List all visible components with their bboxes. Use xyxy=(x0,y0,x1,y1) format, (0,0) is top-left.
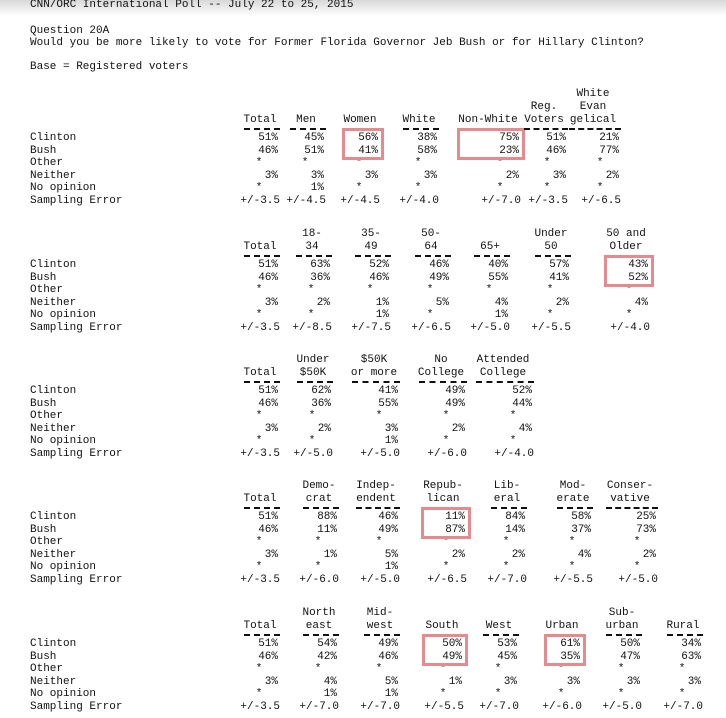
base-label: Base = Registered voters xyxy=(30,61,189,73)
column-header: 50 and xyxy=(606,228,646,240)
table-cell: 2% xyxy=(642,548,656,561)
table-cell: 49% xyxy=(445,385,465,397)
table-cell: +/-5.5 xyxy=(553,574,593,586)
highlight-box xyxy=(421,507,471,539)
column-header: Voters xyxy=(524,114,564,126)
table-cell: 77% xyxy=(599,144,619,157)
table-cell: * xyxy=(255,688,263,701)
table-cell: 54% xyxy=(317,638,337,650)
table-cell: +/-7.5 xyxy=(351,322,391,334)
table-cell: 41% xyxy=(358,144,378,157)
row-label-clinton: Clinton xyxy=(30,259,77,271)
table-cell: * xyxy=(255,663,263,676)
table-cell: * xyxy=(307,284,315,297)
table-cell: 4% xyxy=(577,548,591,561)
table-cell: 4% xyxy=(323,675,337,688)
table-cell: +/-4.5 xyxy=(286,195,326,207)
table-cell: +/-3.5 xyxy=(240,701,280,713)
column-header: 50- xyxy=(421,228,441,240)
table-cell: 4% xyxy=(518,422,532,435)
table-cell: 1% xyxy=(448,675,462,688)
table-cell: 3% xyxy=(687,675,701,688)
table-cell: * xyxy=(557,663,565,676)
table-cell: 1% xyxy=(375,309,389,322)
column-header: Total xyxy=(243,367,277,379)
table-cell: +/-5.5 xyxy=(531,322,571,334)
row-label-bush: Bush xyxy=(30,397,57,410)
table-cell: 3% xyxy=(552,169,566,182)
table-cell: * xyxy=(439,688,447,701)
table-cell: 1% xyxy=(384,435,398,448)
table-cell: * xyxy=(496,157,504,170)
table-cell: * xyxy=(314,536,322,549)
row-label-clinton: Clinton xyxy=(30,638,77,650)
column-header: urban xyxy=(605,620,639,632)
table-cell: 34% xyxy=(681,638,701,650)
table-cell: 3% xyxy=(384,422,398,435)
table-cell: * xyxy=(375,663,383,676)
table-cell: 50% xyxy=(442,638,462,650)
column-header: vative xyxy=(610,493,650,505)
table-cell: 37% xyxy=(571,523,591,536)
table-cell: * xyxy=(375,536,383,549)
row-label-sampling-error: Sampling Error xyxy=(30,322,123,334)
row-label-sampling-error: Sampling Error xyxy=(30,448,123,460)
column-header: Reg. xyxy=(530,101,558,113)
table-cell: 87% xyxy=(445,523,465,536)
table-cell: +/-6.5 xyxy=(411,322,451,334)
table-cell: 49% xyxy=(442,650,462,663)
table-cell: 51% xyxy=(546,132,566,144)
poll-title: CNN/ORC International Poll -- July 22 to 25, 2015 xyxy=(30,0,354,11)
row-label-neither: Neither xyxy=(30,548,77,561)
table-cell: +/-3.5 xyxy=(240,574,280,586)
table-cell: 41% xyxy=(549,271,569,284)
column-header: crat xyxy=(305,493,333,505)
table-cell: +/-3.5 xyxy=(240,322,280,334)
column-header: No xyxy=(434,354,448,366)
column-header: Women xyxy=(343,114,377,126)
column-header: Total xyxy=(243,493,277,505)
table-cell: +/-4.5 xyxy=(340,195,380,207)
table-cell: * xyxy=(355,182,363,195)
column-header: eral xyxy=(493,493,521,505)
row-label-neither: Neither xyxy=(30,675,77,688)
row-label-other: Other xyxy=(30,663,64,676)
table-cell: * xyxy=(509,410,517,423)
table-cell: * xyxy=(255,435,263,448)
column-header: Evan xyxy=(579,101,607,113)
column-header: $50K xyxy=(299,367,327,379)
table-cell: 45% xyxy=(497,650,517,663)
table-cell: +/-5.0 xyxy=(360,448,400,460)
table-cell: 42% xyxy=(317,650,337,663)
table-cell: 49% xyxy=(429,271,449,284)
row-label-neither: Neither xyxy=(30,296,77,309)
table-cell: 46% xyxy=(369,271,389,284)
table-cell: +/-3.5 xyxy=(240,195,280,207)
table-cell: 3% xyxy=(503,675,517,688)
table-cell: 3% xyxy=(566,675,580,688)
table-cell: 46% xyxy=(258,144,278,157)
table-cell: 63% xyxy=(310,259,330,271)
table-cell: 58% xyxy=(571,511,591,523)
row-label-no-opinion: No opinion xyxy=(30,182,97,195)
column-header: 49 xyxy=(364,241,378,253)
table-cell: 62% xyxy=(311,385,331,397)
table-cell: +/-4.0 xyxy=(610,322,650,334)
row-label-bush: Bush xyxy=(30,271,57,284)
column-header: Lib- xyxy=(493,480,521,492)
column-header: west xyxy=(366,620,394,632)
table-cell: +/-6.0 xyxy=(542,701,582,713)
highlight-box xyxy=(457,128,525,160)
table-cell: +/-7.0 xyxy=(663,701,703,713)
table-cell: 11% xyxy=(445,511,465,523)
table-cell: * xyxy=(568,561,576,574)
column-header: Mod- xyxy=(559,480,587,492)
row-label-clinton: Clinton xyxy=(30,132,77,144)
table-cell: 49% xyxy=(378,523,398,536)
table-cell: * xyxy=(678,663,686,676)
table-cell: 3% xyxy=(264,675,278,688)
table-cell: * xyxy=(617,663,625,676)
table-cell: * xyxy=(485,284,493,297)
column-header: Men xyxy=(296,114,316,126)
column-header: Conser- xyxy=(606,480,654,492)
column-header: White xyxy=(402,114,436,126)
highlight-box xyxy=(604,255,654,287)
table-cell: 23% xyxy=(499,144,519,157)
column-header: Non-White xyxy=(458,114,518,126)
table-cell: 53% xyxy=(497,638,517,650)
table-cell: * xyxy=(617,688,625,701)
column-header: 65+ xyxy=(480,241,500,253)
table-cell: 84% xyxy=(505,511,525,523)
table-cell: 46% xyxy=(258,271,278,284)
column-header: $50K xyxy=(360,354,388,366)
column-header: Total xyxy=(243,114,277,126)
table-cell: 5% xyxy=(384,548,398,561)
table-cell: 46% xyxy=(378,650,398,663)
table-cell: 3% xyxy=(364,169,378,182)
table-cell: * xyxy=(494,663,502,676)
table-cell: 50% xyxy=(620,638,640,650)
table-cell: 2% xyxy=(511,548,525,561)
table-cell: +/-5.0 xyxy=(618,574,658,586)
table-cell: * xyxy=(314,561,322,574)
table-cell: 1% xyxy=(375,296,389,309)
table-cell: * xyxy=(596,182,604,195)
table-cell: 47% xyxy=(620,650,640,663)
table-cell: * xyxy=(509,435,517,448)
table-cell: 4% xyxy=(634,296,648,309)
table-cell: 2% xyxy=(605,169,619,182)
table-cell: * xyxy=(255,284,263,297)
table-cell: 2% xyxy=(451,548,465,561)
column-header: 64 xyxy=(424,241,438,253)
table-cell: * xyxy=(375,410,383,423)
column-header: endent xyxy=(356,493,396,505)
row-label-bush: Bush xyxy=(30,523,57,536)
table-cell: 2% xyxy=(316,296,330,309)
column-header: Sub- xyxy=(608,607,636,619)
column-header: North xyxy=(302,607,336,619)
table-cell: * xyxy=(494,688,502,701)
table-cell: 25% xyxy=(636,511,656,523)
table-cell: 5% xyxy=(384,675,398,688)
table-cell: 14% xyxy=(505,523,525,536)
column-header: Older xyxy=(609,241,643,253)
table-cell: 1% xyxy=(384,688,398,701)
table-cell: 5% xyxy=(435,296,449,309)
table-cell: 46% xyxy=(258,397,278,410)
table-cell: 2% xyxy=(555,296,569,309)
column-header: White xyxy=(576,88,610,100)
table-cell: +/-4.0 xyxy=(494,448,534,460)
table-cell: +/-6.0 xyxy=(299,574,339,586)
table-cell: 55% xyxy=(378,397,398,410)
column-header: Demo- xyxy=(302,480,336,492)
table-cell: 51% xyxy=(258,638,278,650)
table-cell: * xyxy=(366,284,374,297)
table-cell: 38% xyxy=(417,132,437,144)
table-cell: 21% xyxy=(599,132,619,144)
table-cell: 11% xyxy=(317,523,337,536)
table-cell: +/-6.0 xyxy=(427,448,467,460)
question-number: Question 20A xyxy=(30,25,110,37)
table-cell: 44% xyxy=(512,397,532,410)
column-header: Repub- xyxy=(423,480,463,492)
table-cell: * xyxy=(426,309,434,322)
table-cell: 1% xyxy=(310,182,324,195)
table-cell: 51% xyxy=(258,511,278,523)
column-header: South xyxy=(425,620,459,632)
table-cell: * xyxy=(255,309,263,322)
table-cell: 36% xyxy=(311,397,331,410)
table-cell: 4% xyxy=(494,296,508,309)
table-cell: 46% xyxy=(378,511,398,523)
table-cell: * xyxy=(442,536,450,549)
table-cell: +/-7.0 xyxy=(487,574,527,586)
column-header: Mid- xyxy=(366,607,394,619)
table-cell: * xyxy=(255,410,263,423)
table-cell: 3% xyxy=(310,169,324,182)
table-cell: 49% xyxy=(445,397,465,410)
row-label-neither: Neither xyxy=(30,422,77,435)
table-cell: +/-7.0 xyxy=(479,701,519,713)
column-header: Attended xyxy=(476,354,530,366)
table-cell: 1% xyxy=(323,688,337,701)
table-cell: * xyxy=(625,309,633,322)
column-header: erate xyxy=(556,493,590,505)
table-cell: * xyxy=(301,157,309,170)
table-cell: * xyxy=(308,410,316,423)
column-header: Total xyxy=(243,241,277,253)
column-header: or more xyxy=(350,367,398,379)
table-cell: 41% xyxy=(378,385,398,397)
table-cell: +/-5.0 xyxy=(602,701,642,713)
highlight-box xyxy=(544,634,586,666)
column-header: Indep- xyxy=(356,480,396,492)
table-cell: 3% xyxy=(264,169,278,182)
table-cell: * xyxy=(502,561,510,574)
column-header: Urban xyxy=(545,620,579,632)
table-cell: +/-7.0 xyxy=(299,701,339,713)
table-cell: 46% xyxy=(546,144,566,157)
row-label-clinton: Clinton xyxy=(30,385,77,397)
table-cell: * xyxy=(314,663,322,676)
column-header: College xyxy=(417,367,465,379)
column-header: 18- xyxy=(302,228,322,240)
table-cell: * xyxy=(543,157,551,170)
row-label-bush: Bush xyxy=(30,650,57,663)
table-cell: 63% xyxy=(681,650,701,663)
table-cell: * xyxy=(355,157,363,170)
table-cell: 55% xyxy=(488,271,508,284)
table-cell: * xyxy=(543,182,551,195)
table-cell: * xyxy=(568,536,576,549)
table-cell: * xyxy=(546,309,554,322)
table-cell: * xyxy=(426,284,434,297)
row-label-sampling-error: Sampling Error xyxy=(30,195,123,207)
table-cell: 3% xyxy=(423,169,437,182)
table-cell: 1% xyxy=(323,548,337,561)
row-label-other: Other xyxy=(30,284,64,297)
table-cell: +/-5.0 xyxy=(470,322,510,334)
table-cell: * xyxy=(255,157,263,170)
table-cell: +/-8.5 xyxy=(292,322,332,334)
table-cell: * xyxy=(442,435,450,448)
table-cell: +/-5.0 xyxy=(293,448,333,460)
table-cell: 2% xyxy=(451,422,465,435)
table-cell: * xyxy=(496,182,504,195)
table-cell: +/-7.0 xyxy=(481,195,521,207)
table-cell: 46% xyxy=(429,259,449,271)
column-header: Under xyxy=(534,228,568,240)
column-header: Under xyxy=(296,354,330,366)
table-cell: 51% xyxy=(258,385,278,397)
table-cell: 75% xyxy=(499,132,519,144)
table-cell: 2% xyxy=(317,422,331,435)
table-cell: * xyxy=(255,561,263,574)
table-cell: +/-5.0 xyxy=(360,574,400,586)
table-cell: 52% xyxy=(369,259,389,271)
row-label-no-opinion: No opinion xyxy=(30,435,97,448)
table-cell: * xyxy=(502,536,510,549)
row-label-other: Other xyxy=(30,536,64,549)
table-cell: * xyxy=(596,157,604,170)
table-cell: * xyxy=(442,561,450,574)
table-cell: 3% xyxy=(264,548,278,561)
column-header: Total xyxy=(243,620,277,632)
table-cell: 51% xyxy=(304,144,324,157)
table-cell: 51% xyxy=(258,132,278,144)
table-cell: 52% xyxy=(512,385,532,397)
table-cell: 49% xyxy=(378,638,398,650)
table-cell: 46% xyxy=(258,523,278,536)
highlight-box xyxy=(422,634,468,666)
table-cell: 3% xyxy=(264,296,278,309)
highlight-box xyxy=(342,128,384,160)
table-cell: 51% xyxy=(258,259,278,271)
table-cell: +/-3.5 xyxy=(528,195,568,207)
table-cell: * xyxy=(625,284,633,297)
row-label-no-opinion: No opinion xyxy=(30,561,97,574)
column-header: gelical xyxy=(569,114,617,126)
table-cell: 73% xyxy=(636,523,656,536)
row-label-neither: Neither xyxy=(30,169,77,182)
table-cell: 2% xyxy=(505,169,519,182)
row-label-no-opinion: No opinion xyxy=(30,688,97,701)
table-cell: 35% xyxy=(560,650,580,663)
table-cell: * xyxy=(255,182,263,195)
row-label-sampling-error: Sampling Error xyxy=(30,701,123,713)
table-cell: 88% xyxy=(317,511,337,523)
table-cell: * xyxy=(255,536,263,549)
table-cell: 45% xyxy=(304,132,324,144)
table-cell: +/-7.0 xyxy=(360,701,400,713)
column-header: lican xyxy=(426,493,460,505)
column-header: West xyxy=(485,620,513,632)
row-label-other: Other xyxy=(30,410,64,423)
column-header: east xyxy=(305,620,333,632)
question-text: Would you be more likely to vote for Former Florida Governor Jeb Bush or for Hillary Clinton? xyxy=(30,37,644,49)
table-cell: * xyxy=(442,410,450,423)
table-cell: 1% xyxy=(384,561,398,574)
column-header: 50 xyxy=(544,241,558,253)
table-cell: * xyxy=(414,182,422,195)
column-header: College xyxy=(479,367,527,379)
column-header: 35- xyxy=(361,228,381,240)
table-cell: 56% xyxy=(358,132,378,144)
table-cell: 61% xyxy=(560,638,580,650)
table-cell: * xyxy=(557,688,565,701)
table-cell: 57% xyxy=(549,259,569,271)
table-cell: * xyxy=(308,435,316,448)
table-cell: 58% xyxy=(417,144,437,157)
row-label-sampling-error: Sampling Error xyxy=(30,574,123,586)
table-cell: 36% xyxy=(310,271,330,284)
table-cell: 46% xyxy=(258,650,278,663)
table-cell: * xyxy=(546,284,554,297)
column-header: Rural xyxy=(666,620,700,632)
table-cell: 3% xyxy=(264,422,278,435)
table-cell: * xyxy=(633,561,641,574)
table-cell: 40% xyxy=(488,259,508,271)
row-label-clinton: Clinton xyxy=(30,511,77,523)
table-cell: +/-6.5 xyxy=(581,195,621,207)
row-label-other: Other xyxy=(30,157,64,170)
table-cell: * xyxy=(633,536,641,549)
row-label-no-opinion: No opinion xyxy=(30,309,97,322)
table-cell: +/-5.5 xyxy=(424,701,464,713)
table-cell: +/-3.5 xyxy=(240,448,280,460)
table-cell: 1% xyxy=(494,309,508,322)
table-cell: 52% xyxy=(628,271,648,284)
table-cell: 43% xyxy=(628,259,648,271)
table-cell: 3% xyxy=(626,675,640,688)
table-cell: * xyxy=(307,309,315,322)
table-cell: * xyxy=(678,688,686,701)
table-cell: +/-4.0 xyxy=(399,195,439,207)
table-cell: * xyxy=(439,663,447,676)
column-header: 34 xyxy=(305,241,319,253)
table-cell: * xyxy=(414,157,422,170)
row-label-bush: Bush xyxy=(30,144,57,157)
table-cell: +/-6.5 xyxy=(427,574,467,586)
